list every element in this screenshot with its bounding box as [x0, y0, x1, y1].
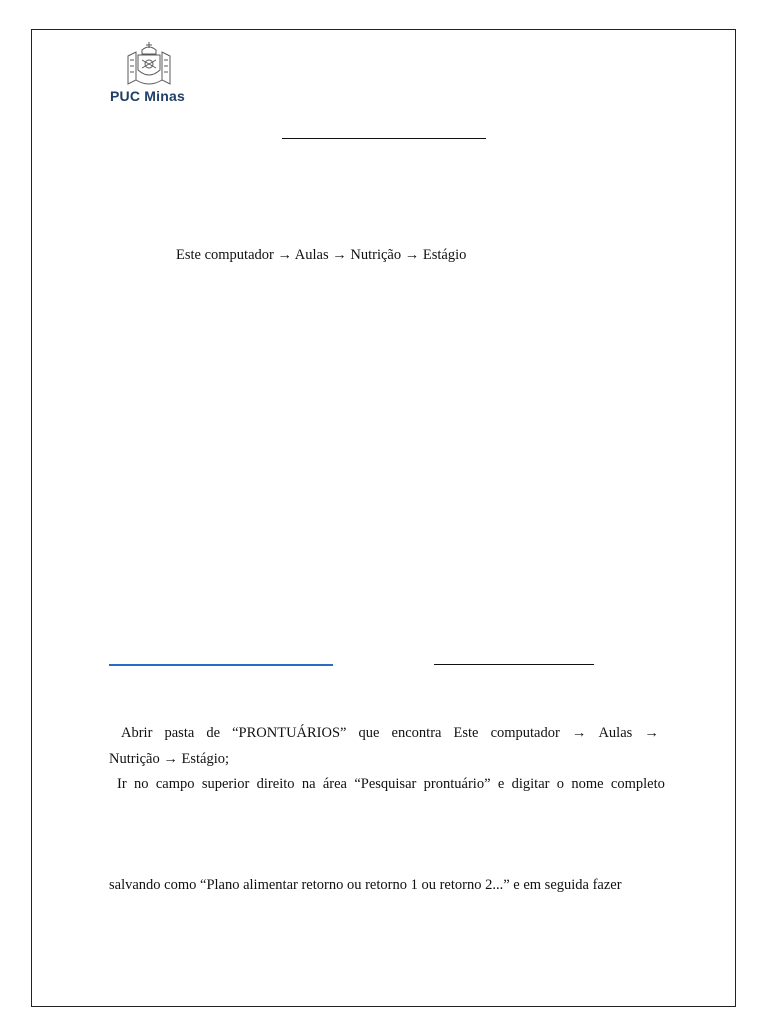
line1-word: encontra: [391, 725, 442, 741]
instruction-paragraph-line-1: [121, 724, 659, 742]
line3-word: superior: [201, 776, 250, 792]
line3-word: e: [497, 776, 505, 792]
line1-word: de: [206, 725, 221, 741]
line1-word: Abrir: [121, 725, 153, 741]
university-crest-icon: [122, 40, 176, 88]
line1-word: Aulas: [598, 725, 633, 741]
line1-word: Este: [453, 725, 479, 741]
heading-underline: [434, 664, 594, 665]
line1-word: computador: [490, 725, 560, 741]
link-underline[interactable]: [109, 664, 333, 666]
instruction-paragraph-line-3: [117, 775, 665, 793]
line1-word: →: [571, 725, 587, 741]
logo-text: PUC Minas: [110, 88, 185, 104]
line3-word: direito: [256, 776, 295, 792]
title-underline: [282, 138, 486, 139]
line3-word: campo: [155, 776, 195, 792]
line3-word: área: [322, 776, 347, 792]
line3-word: “Pesquisar: [354, 776, 417, 792]
line1-word: que: [358, 725, 380, 741]
line1-word: “PRONTUÁRIOS”: [232, 725, 347, 741]
instruction-paragraph-line-2: Nutrição → Estágio;: [109, 751, 230, 767]
line3-word: Ir: [117, 776, 127, 792]
line3-word: no: [134, 776, 149, 792]
page-border: [31, 29, 736, 1007]
line3-word: digitar: [511, 776, 550, 792]
line3-word: prontuário”: [423, 776, 491, 792]
line3-word: completo: [610, 776, 665, 792]
line1-word: pasta: [164, 725, 195, 741]
line3-word: o: [556, 776, 565, 792]
line1-word: →: [644, 725, 659, 741]
line3-word: na: [301, 776, 316, 792]
line3-word: nome: [571, 776, 604, 792]
folder-path-text: Este computador → Aulas → Nutrição → Estágio: [176, 247, 467, 263]
instruction-paragraph-line-4: salvando como “Plano alimentar retorno ou retorno 1 ou retorno 2...” e em seguida fazer: [109, 877, 622, 893]
puc-minas-logo: [108, 40, 190, 106]
